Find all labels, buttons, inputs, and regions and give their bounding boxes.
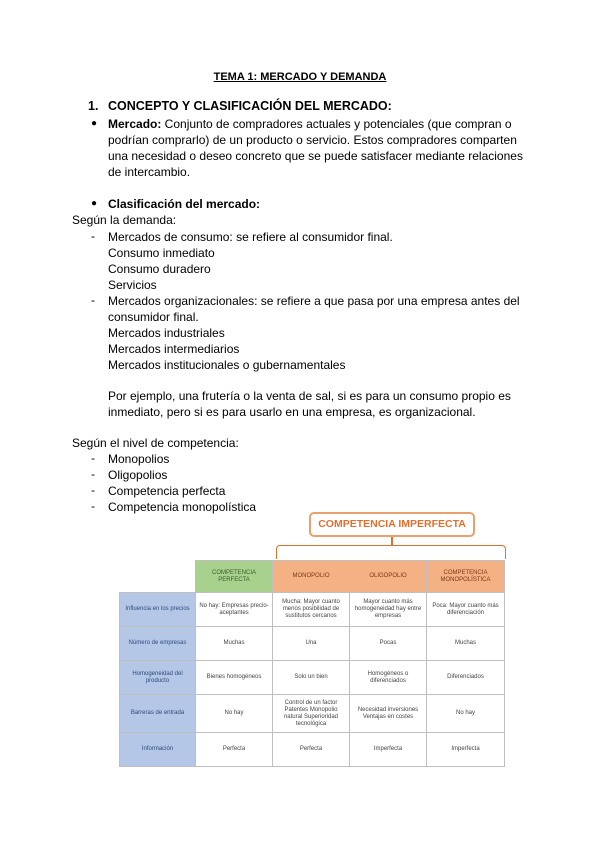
table-row (120, 733, 505, 767)
table-cell: Mucha: Mayor cuanto menos posibilidad de sustitutos cercanos (273, 593, 350, 627)
dash-icon: - (91, 467, 95, 481)
section-heading-text: CONCEPTO Y CLASIFICACIÓN DEL MERCADO: (108, 99, 392, 113)
table-cell: Solo un bien (273, 661, 350, 695)
section-heading (88, 99, 392, 113)
consumo-sub-1: Consumo inmediato (108, 246, 215, 260)
table-cell: No hay (427, 695, 505, 733)
mercado-line-3: una necesidad o deseo concreto que se puede satisfacer mediante relaciones (108, 149, 523, 163)
table-cell: No hay: Empresas precio-aceptantes (196, 593, 273, 627)
table-row (120, 661, 505, 695)
table-cell: Pocas (350, 627, 427, 661)
ejemplo-line-1: Por ejemplo, una frutería o la venta de sal, si es para un consumo propio es (108, 389, 511, 403)
organizacional-sub-1: Mercados industriales (108, 326, 225, 340)
table-cell: Perfecta (196, 733, 273, 767)
table-cell: Una (273, 627, 350, 661)
organizacional-line-1: Mercados organizacionales: se refiere a que pasa por una empresa antes del (108, 294, 520, 308)
header-monopolio: MONOPOLIO (273, 561, 350, 593)
bracket-stem (391, 537, 393, 546)
segun-competencia-label: Según el nivel de competencia: (72, 436, 239, 450)
dash-icon: - (91, 229, 95, 243)
clasificacion-heading: Clasificación del mercado: (108, 197, 261, 211)
table-cell: Diferenciados (427, 661, 505, 695)
dash-icon: - (91, 499, 95, 513)
consumo-line: Mercados de consumo: se refiere al consumidor final. (108, 230, 393, 244)
mercado-line-1 (108, 116, 512, 132)
bullet-icon: ● (91, 198, 98, 209)
table-row (120, 593, 505, 627)
ejemplo-line-2: inmediato, pero si es para usarlo en una empresa, es organizacional. (108, 405, 476, 419)
competencia-item-2: Oligopolios (108, 468, 168, 482)
segun-demanda-label: Según la demanda: (72, 213, 177, 227)
table-header-row (120, 561, 505, 593)
table-cell: Bienes homogéneos (196, 661, 273, 695)
table-cell: Perfecta (273, 733, 350, 767)
table-cell: Muchas (196, 627, 273, 661)
header-perfecta: COMPETENCIA PERFECTA (196, 561, 273, 593)
consumo-sub-2: Consumo duradero (108, 262, 211, 276)
table-cell: Necesidad inversiones Ventajas en costes (350, 695, 427, 733)
row-label: Influencia en los precios (120, 593, 196, 627)
row-label: Información (120, 733, 196, 767)
competencia-imperfecta-label: COMPETENCIA IMPERFECTA (309, 512, 475, 537)
table-cell: No hay (196, 695, 273, 733)
competencia-item-4: Competencia monopolística (108, 500, 257, 514)
header-monopolistica: COMPETENCIA MONOPOLÍSTICA (427, 561, 505, 593)
row-label: Homogeneidad del producto (120, 661, 196, 695)
imperfecta-bracket (276, 545, 506, 559)
table-cell: Poca: Mayor cuanto más diferenciación (427, 593, 505, 627)
dash-icon: - (91, 451, 95, 465)
comparison-table (119, 560, 505, 767)
mercado-line-2: podrían comprarlo) de un producto o servicio. Estos compradores comparten (108, 133, 517, 147)
table-cell: Muchas (427, 627, 505, 661)
table-cell: Imperfecta (350, 733, 427, 767)
competencia-item-3: Competencia perfecta (108, 484, 226, 498)
organizacional-line-2: consumidor final. (108, 310, 199, 324)
table-row (120, 627, 505, 661)
section-number: 1. (88, 99, 99, 113)
dash-icon: - (91, 483, 95, 497)
mercado-term: Mercado: (108, 117, 162, 131)
table-cell: Imperfecta (427, 733, 505, 767)
row-label: Número de empresas (120, 627, 196, 661)
bullet-icon: ● (91, 118, 98, 129)
competencia-item-1: Monopolios (108, 452, 170, 466)
table-cell: Control de un factor Patentes Monopolio natural Superioridad tecnológica (273, 695, 350, 733)
table-cell: Mayor cuanto más homogeneidad hay entre empresas (350, 593, 427, 627)
document-title: TEMA 1: MERCADO Y DEMANDA (213, 71, 387, 83)
organizacional-sub-3: Mercados institucionales o gubernamentales (108, 358, 346, 372)
consumo-sub-3: Servicios (108, 278, 157, 292)
header-oligopolio: OLIGOPOLIO (350, 561, 427, 593)
mercado-text: Conjunto de compradores actuales y potenciales (que compran o (161, 117, 512, 131)
organizacional-sub-2: Mercados intermediarios (108, 342, 240, 356)
row-label: Barreras de entrada (120, 695, 196, 733)
table-cell: Homogéneos o diferenciados (350, 661, 427, 695)
mercado-line-4: de intercambio. (108, 165, 191, 179)
table-row (120, 695, 505, 733)
dash-icon: - (91, 293, 95, 307)
table-corner (120, 561, 196, 593)
